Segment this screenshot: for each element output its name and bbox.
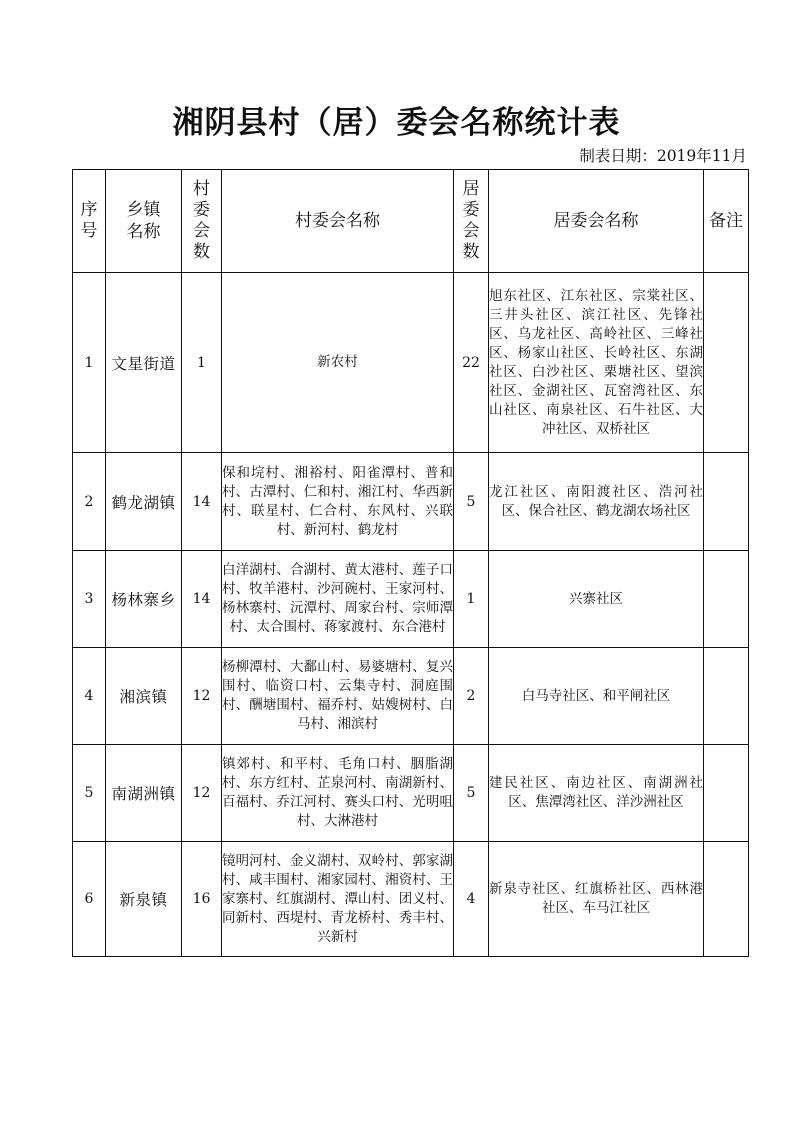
table-row — [73, 745, 749, 842]
cell-remarks — [704, 453, 749, 551]
cell-village-count: 1 — [182, 273, 222, 453]
table-row — [73, 648, 749, 745]
header-seq: 序号 — [73, 170, 106, 273]
cell-seq: 3 — [73, 551, 106, 648]
cell-village-count: 12 — [182, 648, 222, 745]
cell-village-count: 14 — [182, 453, 222, 551]
cell-town: 杨林寨乡 — [106, 551, 182, 648]
table-header-row — [73, 170, 749, 273]
cell-remarks — [704, 648, 749, 745]
cell-village-names: 镜明河村、金义湖村、双岭村、郭家湖村、咸丰围村、湘家园村、湘资村、王家寨村、红旗湖村、潭山村、团义村、同新村、西堤村、青龙桥村、秀丰村、兴新村 — [222, 842, 454, 957]
cell-town: 南湖洲镇 — [106, 745, 182, 842]
cell-village-count: 12 — [182, 745, 222, 842]
header-village-names: 村委会名称 — [222, 170, 454, 273]
cell-resident-count: 22 — [454, 273, 489, 453]
cell-seq: 1 — [73, 273, 106, 453]
cell-resident-names: 龙江社区、南阳渡社区、浩河社区、保合社区、鹤龙湖农场社区 — [489, 453, 704, 551]
table-row — [73, 453, 749, 551]
cell-seq: 6 — [73, 842, 106, 957]
cell-remarks — [704, 842, 749, 957]
header-town: 乡镇名称 — [106, 170, 182, 273]
table-date: 制表日期：2019年11月 — [579, 147, 747, 165]
cell-resident-names: 建民社区、南边社区、南湖洲社区、焦潭湾社区、洋沙洲社区 — [489, 745, 704, 842]
cell-town: 鹤龙湖镇 — [106, 453, 182, 551]
cell-town: 新泉镇 — [106, 842, 182, 957]
cell-village-names: 镇郊村、和平村、毛角口村、胭脂湖村、东方红村、芷泉河村、南湖新村、百福村、乔江河村、赛头口村、光明咀村、大淋港村 — [222, 745, 454, 842]
table-row — [73, 842, 749, 957]
cell-resident-names: 兴寨社区 — [489, 551, 704, 648]
cell-resident-count: 4 — [454, 842, 489, 957]
header-resident-count: 居委会数 — [454, 170, 489, 273]
cell-village-names: 杨柳潭村、大鄱山村、易婆塘村、复兴围村、临资口村、云集寺村、洞庭围村、酬塘围村、福乔村、姑嫂树村、白马村、湘滨村 — [222, 648, 454, 745]
cell-remarks — [704, 551, 749, 648]
cell-village-count: 16 — [182, 842, 222, 957]
cell-resident-names: 新泉寺社区、红旗桥社区、西林港社区、车马江社区 — [489, 842, 704, 957]
cell-town: 湘滨镇 — [106, 648, 182, 745]
village-committee-table — [72, 169, 749, 957]
table-row — [73, 551, 749, 648]
cell-resident-count: 2 — [454, 648, 489, 745]
cell-village-count: 14 — [182, 551, 222, 648]
table-row — [73, 273, 749, 453]
cell-seq: 2 — [73, 453, 106, 551]
cell-remarks — [704, 273, 749, 453]
cell-resident-count: 1 — [454, 551, 489, 648]
cell-resident-names: 旭东社区、江东社区、宗棠社区、三井头社区、滨江社区、先锋社区、乌龙社区、高岭社区、三峰社区、杨家山社区、长岭社区、东湖社区、白沙社区、栗塘社区、望滨社区、金湖社区、瓦窑湾社区、东山社区、南泉社区、石牛社区、大冲社区、双桥社区 — [489, 273, 704, 453]
cell-resident-count: 5 — [454, 745, 489, 842]
cell-resident-count: 5 — [454, 453, 489, 551]
cell-village-names: 新农村 — [222, 273, 454, 453]
cell-seq: 4 — [73, 648, 106, 745]
cell-seq: 5 — [73, 745, 106, 842]
cell-village-names: 保和垸村、湘裕村、阳雀潭村、普和村、古潭村、仁和村、湘江村、华西新村、联星村、仁合村、东风村、兴联村、新河村、鹤龙村 — [222, 453, 454, 551]
cell-town: 文星街道 — [106, 273, 182, 453]
cell-village-names: 白洋湖村、合湖村、黄太港村、莲子口村、牧羊港村、沙河碗村、王家河村、杨林寨村、沅潭村、周家台村、宗师潭村、太合围村、蒋家渡村、东合港村 — [222, 551, 454, 648]
cell-remarks — [704, 745, 749, 842]
page-title: 湘阴县村（居）委会名称统计表 — [172, 105, 621, 141]
header-village-count: 村委会数 — [182, 170, 222, 273]
header-resident-names: 居委会名称 — [489, 170, 704, 273]
header-remarks: 备注 — [704, 170, 749, 273]
cell-resident-names: 白马寺社区、和平闸社区 — [489, 648, 704, 745]
